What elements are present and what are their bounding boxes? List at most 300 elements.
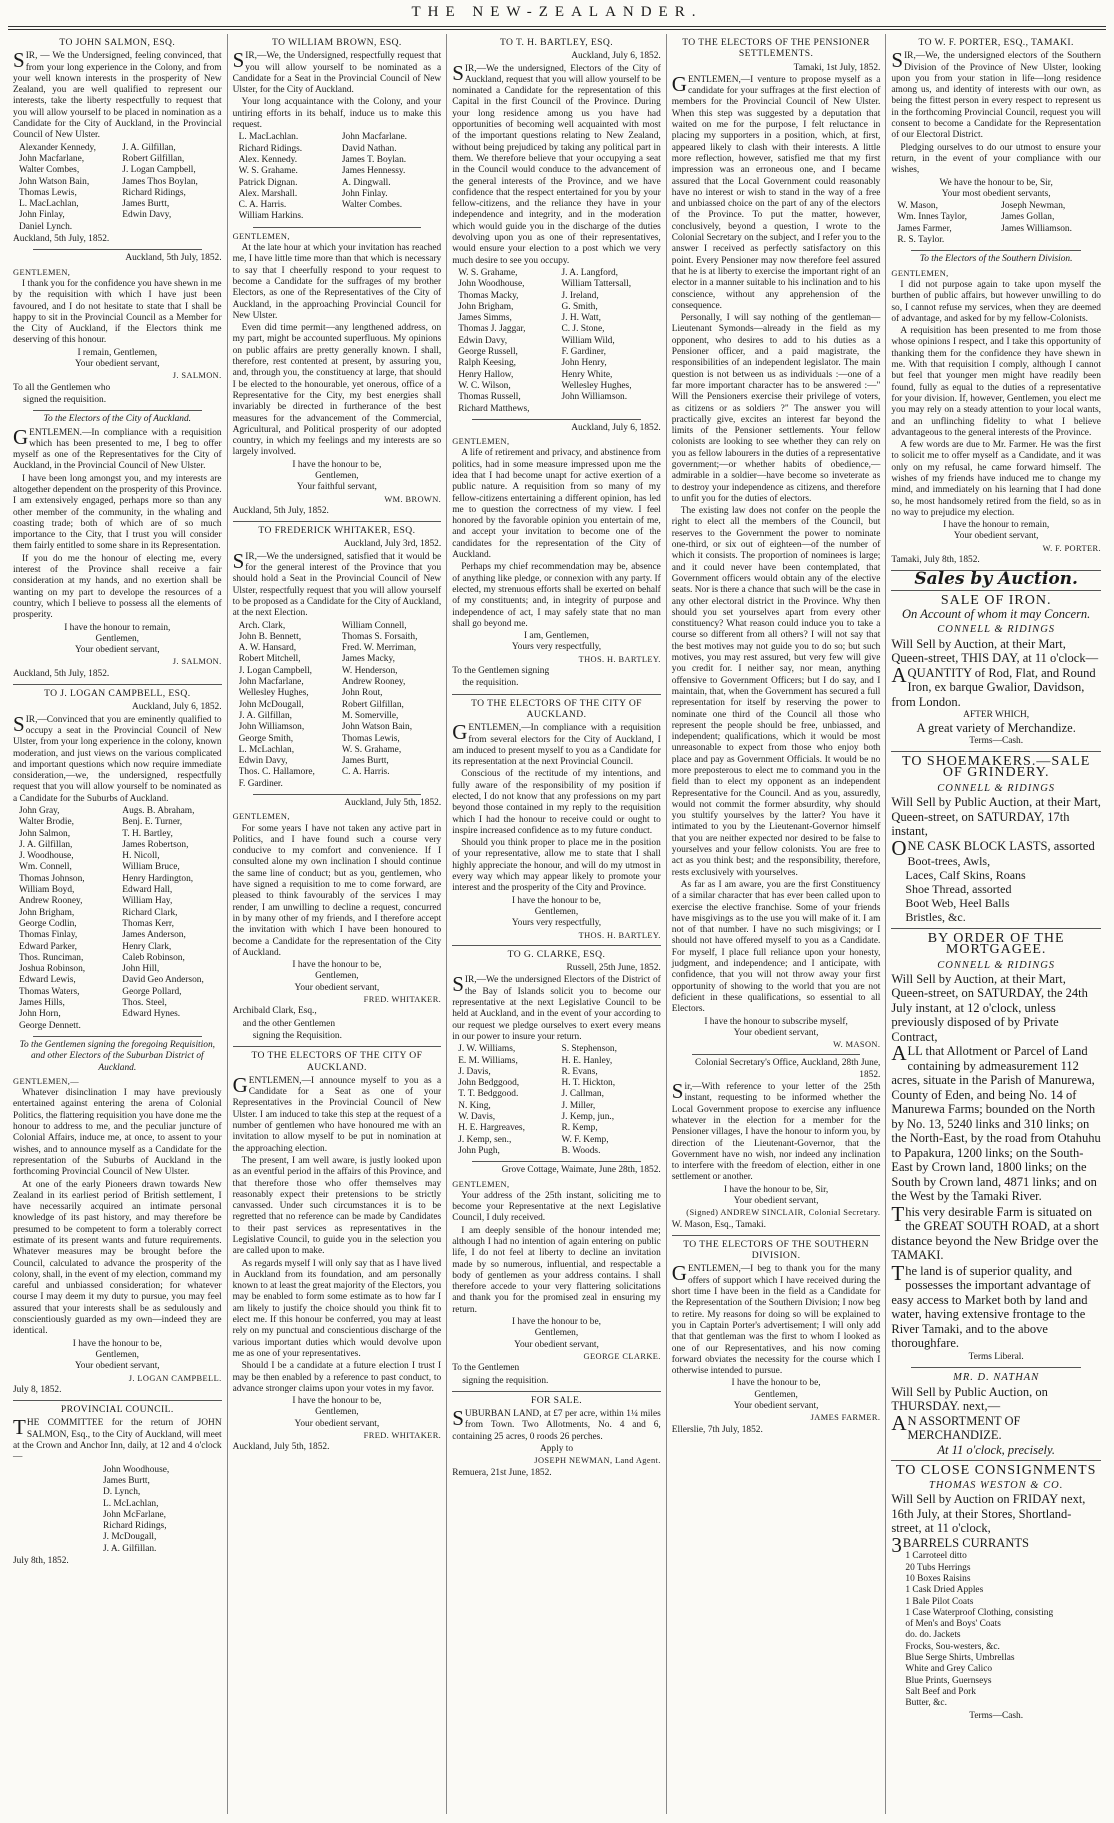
article-heading: TO G. CLARKE, ESQ. (507, 948, 606, 960)
signatory: Alexander Kennedy, (19, 142, 96, 153)
paragraph: SIR,—We the undersigned, Electors of the City of Auckland, request that you will allow yourself to be nominated a Candidate for the representation of this Capital in the first Council of the Province. During your long residence among us you have had opportunities of becoming well acquainted with most of the important questions relating to New Zealand, without being prejudiced by taking any political part in them. We therefore believe that your occupying a seat in the Council would conduce to the advancement of the general interests of the Province, and we have confidence that the respect entertained for you by your fellow-citizens, and the reliance they have in your independence and integrity, and in the moderation which would guide you in the discharge of the duties devolving upon you as one of their representatives, would ensure your election to a post which we very much desire to see you occupy. (452, 60, 661, 266)
notice-subheading: On Account of whom it may Concern. (902, 606, 1091, 621)
signatory: Edwin Davy, (122, 210, 172, 221)
paragraph: GENTLEMEN,—I venture to propose myself as a candidate for your suffrages at the first election of members for the Provincial Council of New Ulster. When this step was suggested by a deputation that waited on me for the purpose, I felt reluctance in placing my supporters in a position, which, at first, appeared likely to clash with their interests. A little more reflection, however, satisfied me that my first impression was an erroneous one, and I became assured that the Local Government could reasonably have no interest or wish to stand in the way of a free and unbiassed choice on the part of any of the electors of the Province. To put the matter, however, conclusively, beyond a question, I wrote to the Colonial Secretary on the subject, and I refer you to the answer I received as perfectly satisfactory on this point. Every Pensioner may now therefore feel assured that he is at liberty to exercise the important right of an elector in a manner suitable to his inclination and to his conscience, without any apprehension of the consequence. (671, 71, 881, 311)
signatory: T. T. Bedggood. (458, 1089, 519, 1100)
signatory: J. Woodhouse, (19, 851, 74, 862)
divider (452, 1391, 661, 1392)
signatory: M. Somerville, (341, 710, 399, 721)
signatory: F. Gardiner. (238, 778, 283, 789)
list-item: 10 Boxes Raisins (905, 1574, 971, 1584)
paragraph: GENTLEMEN.—In compliance with a requisition which has been presented to me, I beg to offer myself as one of the Representatives for the City of Auckland, in the Provincial Council of New Ulster. (13, 424, 222, 472)
paragraph: The present, I am well aware, is justly looked upon as an eventful period in the affairs of this Province, and that therefore those who offer themselves may reasonably expect their pretensions to be strictly canvassed. Under such circumstances it is to be regretted that no reference can be made by Candidates to their past services as representatives in the Legislative Council, to guide you in the selection you are called upon to make. (232, 1155, 442, 1257)
signature: J. SALMON. (172, 371, 222, 381)
dateline: Colonial Secretary's Office, Auckland, 28th June, 1852. (695, 1058, 881, 1080)
signatory: John Brigham, (19, 907, 75, 918)
signatory: W. C. Wilson, (458, 380, 511, 391)
signatory (1001, 235, 1101, 246)
dateline: Tamaki, 1st July, 1852. (793, 62, 881, 73)
closing-line: I have the honour to remain, (64, 622, 171, 633)
footer-date: Auckland, July 5th, 1852. (232, 1442, 330, 1453)
signatory: Thomas Waters, (19, 986, 80, 997)
signatory: Joshua Robinson, (19, 964, 86, 975)
addressee-line: W. Mason, Esq., Tamaki. (671, 1219, 766, 1230)
signatory: Henry White, (561, 369, 613, 380)
paragraph: A requisition has been presented to me from those whose opinions I respect, and I take this opportunity of thanking them for the confidence they have shewn in me. With that requisition I comply, although I cannot but feel that younger men might have readily been found, fully as equal to the duties of a representative for your division. If, however, Gentlemen, you elect me you may rely on a steady attention to your local wants, and an unflinching fidelity to what I believe advantageous to the general interests of the Province. (891, 326, 1101, 438)
dateline: Auckland, July 6, 1852. (132, 702, 222, 713)
paragraph: GENTLEMEN,—In compliance with a requisition from several electors for the City of Auckland, I am induced to present myself to you as a Candidate for its representation at the next Provincial Council. (452, 720, 661, 768)
columns (8, 34, 1106, 1814)
notice-text: A great variety of Merchandize. (916, 721, 1076, 736)
signatory: George Russell, (458, 347, 518, 358)
paragraph: I thank you for the confidence you have shewn in me by the requisition with which I have just been favoured, and I do not hesitate to state that I shall be happy to sit in the Provincial Council as a Member for the City of Auckland, if the Electors think me deserving of this honour. (13, 278, 222, 346)
signatory: J. A. Langford, (561, 267, 618, 278)
addressee-line: and the other Gentlemen (242, 1018, 336, 1029)
paragraph: GENTLEMEN,—I beg to thank you for the many offers of support which I have received during the short time I have been in the field as a Candidate for the Representation of the Southern Division; I now beg to retire. My reasons for doing so will be explained to you in Captain Porter's advertisement; I will only add that that gentleman was the first to whom I looked as one of our Representatives, and his now coming forward obviates the necessity for the course which I otherwise intended to pursue. (671, 1261, 881, 1377)
article-heading: TO W. F. PORTER, ESQ., TAMAKI. (918, 37, 1074, 48)
paragraph: Should I be a candidate at a future election I trust I may be then enabled by a reference to past conduct, to advance stronger claims upon your votes in my favor. (232, 1361, 442, 1394)
divider (891, 1460, 1101, 1461)
paragraph: I have been long amongst you, and my interests are altogether dependent on the prosperity of this Province. I am extensively engaged, perhaps more so than any other member of the community, in the whaling and coasting trade; both of which are of so much importance to the City, that I trust you will consider them fairly entitled to some share in its Representation. (13, 473, 222, 552)
signatory: John Watson Bain, (19, 176, 90, 187)
signatory: Thomas S. Forsaith, (341, 631, 418, 642)
signatory: Fred. W. Merriman, (341, 643, 417, 654)
signatory: H. Nicoll, (122, 851, 160, 862)
dateline: Auckland, July 5th, 1852. (344, 798, 442, 808)
signatory: Edward Hynes. (122, 1009, 181, 1020)
signatory: Thomas Lewis, (19, 187, 77, 198)
signatory (342, 779, 441, 790)
article-heading: PROVINCIAL COUNCIL. (60, 1404, 174, 1416)
article (233, 1050, 442, 1453)
dateline: Russell, 25th June, 1852. (566, 963, 661, 974)
divider (472, 1161, 641, 1162)
addressee-line: Archibald Clark, Esq., (232, 1006, 317, 1017)
paragraph: A few words are due to Mr. Farmer. He was the first to solicit me to offer myself as a Candidate, and it was only on my refusal, he came forward himself. The wishes of my friends have induced me to change my mind, and immediately on his learning that I had done so, he most handsomely retired from the field, so as in no way to prejudice my election. (891, 440, 1101, 518)
closing-line: I am, Gentlemen, (523, 631, 590, 642)
list-item: Boot-trees, Awls, (907, 854, 991, 869)
signature: FRED. WHITAKER. (363, 995, 442, 1005)
signatory: James Hennessy. (341, 166, 406, 177)
signature: THOS. H. BARTLEY. (578, 654, 661, 664)
closing-line: Gentlemen, (315, 470, 359, 481)
signatory: John Hill, (122, 964, 160, 975)
signatory: J. Ireland, (561, 290, 599, 301)
notice-text: 3BARRELS CURRANTS (891, 1532, 1029, 1557)
signatory: Thos. Steel, (122, 998, 167, 1009)
item-list (905, 854, 1101, 924)
signatory: John Watson Bain, (341, 722, 413, 733)
auctioneer-name: MR. D. NATHAN (953, 1372, 1040, 1384)
closing-line: I have the honour to be, (292, 960, 382, 971)
footer-date: Auckland, 5th July, 1852. (232, 505, 329, 516)
closing-line: Yours very respectfully, (511, 918, 602, 929)
signatory: L. McLachlan, (103, 1498, 159, 1509)
signatory: H. T. Hickton, (561, 1078, 616, 1089)
auction-notice (891, 756, 1101, 924)
signatory: James Farmer, (897, 223, 952, 234)
article-heading: TO THE ELECTORS OF THE CITY OF AUCKLAND. (251, 1050, 423, 1073)
dateline: Auckland, July 6, 1852. (571, 51, 661, 62)
notice-text: Will Sell by Auction, at their Mart, Queen-street, THIS DAY, at 11 o'clock— (891, 636, 1099, 666)
signatory: J. Miller, (561, 1100, 596, 1111)
divider (233, 1046, 442, 1047)
notice-text: The land is of superior quality, and possesses the important advantage of easy access to Market both by land and water, having extensive frontage to the River Tamaki, and to the above thoroughfare. (891, 1260, 1091, 1351)
article (452, 1165, 661, 1387)
signatory: B. Woods. (561, 1145, 601, 1156)
signatory: Robert Mitchell, (238, 654, 301, 665)
article (13, 253, 222, 406)
signatory: F. Gardiner, (561, 347, 606, 358)
paragraph: Even did time permit—any lengthened address, on my part, might be accounted superfluous. My opinions on public affairs are pretty generally known. I shall, therefore, rest contented at present, by assuring you, and, through you, the constituency at large, that should I be elected to the honourable, yet onerous, office of a Representative for the City, my best energies shall invariably be directed in furtherance of the best measures for the advancement of the Commercial, Agricultural, and Political prosperity of our adopted country, in which my feelings and my interests are so largely involved. (232, 323, 442, 458)
closing-line: Apply to (539, 1444, 574, 1455)
signatory: Henry Hardington, (122, 873, 194, 884)
signature: JOSEPH NEWMAN, Land Agent. (534, 1456, 661, 1466)
signatory: David Geo Anderson, (122, 975, 204, 986)
signatory: E. M. Williams, (458, 1055, 518, 1066)
signatory: J. Logan Campbell, (238, 665, 313, 676)
list-item: White and Grey Calico (905, 1664, 993, 1675)
article-heading: TO JOHN SALMON, ESQ. (59, 37, 176, 48)
paragraph: Perhaps my chief recommendation may be, absence of anything like pledge, or connexion with any party. If elected, my strenuous efforts shall be exerted on behalf of my constituents; and, in integrity of purpose and independence of act, I may safely state that no man shall go beyond me. (452, 562, 661, 629)
paragraph: Your address of the 25th instant, soliciting me to become your Representative at the next Legislative Council, I duly received. (452, 1190, 661, 1224)
signatory: D. Lynch, (103, 1487, 141, 1498)
signatory: John Macfarlane, (238, 677, 304, 688)
list-item: Blue Prints, Guernseys (905, 1675, 992, 1686)
signatory: John Horn, (19, 1009, 61, 1020)
salutation: GENTLEMEN, (232, 812, 290, 822)
article (13, 1404, 222, 1567)
paragraph: SIR,—We the undersigned Electors of the District of the Bay of Islands solicit you to become our representative at the next Legislative Council to be held at Auckland, and in the event of your according to our request we pledge ourselves to exert every means in our power to insure your return. (452, 972, 661, 1042)
article-heading: FOR SALE. (530, 1394, 582, 1406)
paragraph: Pledging ourselves to do our utmost to ensure your return, in the event of your compliance with our wishes, (891, 142, 1101, 176)
divider (911, 250, 1081, 251)
list-item: Blue Serge Shirts, Umbrellas (905, 1653, 1015, 1664)
notice-text: Will Sell by Public Auction, on THURSDAY. next,— (891, 1384, 1048, 1414)
dateline: Grove Cottage, Waimate, June 28th, 1852. (501, 1165, 661, 1176)
closing-line: I have the honour to subscribe myself, (704, 1016, 848, 1027)
signatory: Andrew Rooney, (19, 896, 83, 907)
closing-line: I have the honour to be, (292, 1396, 382, 1407)
signatory: Thomas Kerr, (122, 918, 174, 929)
signatory: William Hay, (122, 896, 173, 907)
article (452, 949, 661, 1157)
footer-date: July 8, 1852. (13, 1384, 62, 1395)
list-item: 1 Carroteel ditto (905, 1551, 967, 1562)
signatory: John McDougall, (238, 699, 304, 710)
closing-line: Your faithful servant, (296, 482, 377, 493)
signatory: Alex. Kennedy. (238, 154, 298, 165)
divider (891, 590, 1101, 591)
dateline: Auckland, July 6, 1852. (571, 422, 661, 433)
salutation: GENTLEMEN,— (13, 1076, 80, 1086)
signatory: R. Kemp, (561, 1123, 598, 1134)
divider (472, 419, 641, 420)
auction-notice (891, 592, 1101, 747)
divider (13, 1400, 222, 1401)
signatory: James Macky, (341, 654, 395, 665)
list-item: Laces, Calf Skins, Roans (905, 868, 1026, 883)
signatory: Thomas Finlay, (19, 930, 78, 941)
signatory: J. A. Gilfillan, (122, 142, 176, 153)
auctioneer-name: CONNELL & RIDINGS (937, 624, 1056, 636)
closing-line: Gentlemen, (95, 1349, 140, 1360)
signatory: John Rout, (341, 688, 383, 699)
closing-line: Your obedient servant, (74, 359, 160, 370)
divider (891, 751, 1101, 752)
signatory: J. Davis, (458, 1066, 491, 1077)
divider (452, 945, 661, 946)
paragraph: GENTLEMEN,—I announce myself to you as a Candidate for a Seat as one of your Representatives in the Provincial Council of New Ulster. I am induced to take this step at the request of a number of gentlemen who have honoured me with an invitation to allow myself to be put in nomination at the approaching election. (232, 1072, 442, 1154)
signatory: George Dennett. (19, 1020, 81, 1031)
article-intro: To the Electors of the Southern Division. (919, 254, 1073, 265)
auction-notice (891, 933, 1101, 1363)
signatory: James Burtt, (103, 1475, 150, 1486)
paragraph: SIR, — We the Undersigned, feeling convinced, that from your long experience in the Colony, and from your well known interests in the prosperity of New Zealand, you are well qualified to represent our interests, take the liberty respectfully to request that you will allow yourself to be placed in nomination as a Candidate for the City of Auckland, in the Provincial Council of New Ulster. (13, 48, 222, 141)
divider (692, 1054, 861, 1055)
signatory: Edward Lewis, (19, 975, 76, 986)
signatory (122, 1021, 221, 1032)
dateline: Auckland, 5th July, 1852. (125, 253, 222, 264)
masthead-rule (8, 26, 1106, 27)
divider (452, 694, 661, 695)
signatory: J. H. Watt, (561, 313, 601, 324)
paragraph: I am deeply sensible of the honour intended me; although I had no intention of again entering on public life, I do not feel at liberty to decline an invitation made by so numerous, influential, and respectable a body of gentlemen as your address contains. I shall therefore accede to your very flattering solicitations and thank you for the promised zeal in ensuring my return. (452, 1225, 661, 1315)
signatory: J. Callman, (561, 1089, 604, 1100)
signatory: John Henry, (561, 358, 607, 369)
signatory: James Robertson, (122, 839, 189, 850)
signatory: L. MacLachlan, (19, 199, 79, 210)
signatory (342, 211, 441, 222)
signatory: John Macfarlane, (19, 153, 85, 164)
footer-date: Tamaki, July 8th, 1852. (891, 555, 980, 566)
paragraph: Conscious of the rectitude of my intentions, and fully aware of the responsibility of my position if elected, I do not know that any professions on my part beyond those contained in my reply to the requisition which I had the honour to receive could or ought to inspire increased confidence as to my future conduct. (452, 769, 661, 836)
notice-terms: Terms—Cash. (969, 1710, 1024, 1721)
signatory: John Brigham, (458, 301, 514, 312)
signatory: J. A. Gilfillan, (238, 710, 292, 721)
signature: W. F. PORTER. (1042, 543, 1101, 553)
signatory: H. E. Hanley, (561, 1055, 613, 1066)
signatory: John Woodhouse, (458, 279, 525, 290)
article-heading: TO J. LOGAN CAMPBELL, ESQ. (44, 688, 191, 700)
divider (672, 1235, 881, 1236)
notice-text: AFTER WHICH, (963, 710, 1030, 721)
signatory: John Gray, (19, 806, 60, 816)
addressee-line: signed the requisition. (23, 394, 107, 405)
signatory: Edwin Davy, (458, 335, 508, 346)
signatory: Henry Clark, (122, 941, 172, 952)
salutation: GENTLEMEN, (891, 268, 949, 278)
signatory: James Gollan, (1001, 212, 1055, 223)
signatory: Caleb Robinson, (122, 952, 185, 963)
signatory-list (458, 1044, 661, 1157)
masthead-rule (8, 29, 1106, 30)
notice-text: AN ASSORTMENT OF MERCHANDIZE. (891, 1410, 1021, 1443)
signature: THOS. H. BARTLEY. (578, 930, 661, 940)
signatory: Richard Matthews, (458, 403, 530, 414)
closing-line: Gentlemen, (95, 633, 140, 644)
signatory: G. Smith, (561, 301, 598, 312)
signatory: Robert Gilfillan, (341, 699, 404, 710)
list-item: Boot Web, Heel Balls (905, 896, 1010, 911)
notice-terms: Terms Liberal. (968, 1351, 1024, 1362)
article (452, 423, 661, 690)
addressee-line: To the Gentlemen (452, 1363, 520, 1374)
article-heading: TO T. H. BARTLEY, ESQ. (499, 37, 614, 48)
notice-text: ONE CASK BLOCK LASTS, assorted (891, 835, 1095, 860)
signatory: Ralph Keesing, (458, 358, 516, 369)
signatory-list (458, 268, 661, 415)
signatory: J. McDougall, (103, 1532, 157, 1543)
paragraph: As regards myself I will only say that as I have lived in Auckland from its foundation, and am personally known to at least the great majority of the Electors, you may be enabled to form some estimate as to how far I am likely to justify the choice should you think fit to elect me. If this honour be conferred, you may at least rely on my punctual and conscientious discharge of the various important duties which would devolve upon me as one of your representatives. (232, 1258, 442, 1359)
notice-heading: TO CLOSE CONSIGNMENTS (895, 1462, 1097, 1478)
list-item: Salt Beef and Pork (905, 1686, 976, 1697)
closing-line: I remain, Gentlemen, (77, 347, 158, 358)
closing-line: I have the honour to remain, (943, 520, 1050, 531)
column-1 (8, 34, 228, 1814)
closing-line: Gentlemen, (315, 971, 359, 982)
signatory: Thos. Runciman, (19, 952, 84, 963)
signatory: William Bruce, (122, 862, 180, 873)
footer-date: July 8th, 1852. (13, 1556, 69, 1566)
signatory: Henry Hallow, (458, 369, 514, 380)
masthead: THE NEW-ZEALANDER. (411, 4, 703, 20)
signatory: Edwin Davy, (238, 756, 288, 767)
paragraph: SIR,—Convinced that you are eminently qualified to occupy a seat in the Provincial Council of New Ulster, from your long experience in the colony, known moderation, and just views on the various complicated and important questions which now require immediate consideration,—we, the undersigned, respectfully request that you will allow yourself to be nominated as a Candidate for the Suburbs of Auckland. (13, 711, 222, 804)
notice-text: AQUANTITY of Rod, Flat, and Round Iron, ex barque Gwalior, Davidson, from London. (891, 662, 1096, 709)
signatory: Wm. Innes Taylor, (897, 212, 967, 223)
signatory: William Tattersall, (561, 279, 632, 290)
footer-date: Auckland, 5th July, 1852. (13, 668, 110, 679)
signatory-list (19, 806, 222, 1032)
signatory: H. E. Hargreaves, (458, 1123, 525, 1134)
article (233, 37, 442, 223)
signatory: John Macfarlane. (341, 132, 407, 143)
signatory: A. Dingwall. (341, 177, 391, 188)
dateline: Auckland, July 3rd, 1852. (343, 539, 442, 550)
divider (253, 794, 422, 795)
article (233, 798, 442, 1042)
signatory: J. A. Gilfillan. (103, 1543, 157, 1554)
signatory-list (239, 621, 442, 790)
signatory: Wellesley Hughes, (238, 688, 309, 699)
signatory: W. S. Grahame, (458, 267, 518, 278)
signatory: J. W. Williams, (458, 1044, 516, 1055)
signatory: W. Henderson, (341, 665, 398, 676)
signatory: Edward Parker, (19, 941, 77, 952)
addressee-line: To all the Gentlemen who (13, 382, 111, 393)
article-heading: TO THE ELECTORS OF THE PENSIONER SETTLEMENTS. (682, 37, 870, 60)
signatory: John Salmon, (19, 828, 71, 839)
article (233, 525, 442, 790)
paragraph: THE COMMITTEE for the return of JOHN SALMON, Esq., to the City of Auckland, will meet at the Crown and Anchor Inn, daily, at 12 and 4 o'clock— (13, 1415, 222, 1463)
article-heading: TO WILLIAM BROWN, ESQ. (272, 37, 402, 48)
signatory: C. J. Stone, (561, 324, 605, 335)
signatory-list (239, 132, 442, 222)
list-item: 1 Cask Dried Apples (905, 1585, 984, 1596)
closing-line: I have the honour to be, (72, 1338, 162, 1349)
signatory: Thomas Lewis, (341, 733, 400, 744)
section-heading: Sales by Auction. (914, 569, 1078, 590)
article (672, 1239, 881, 1436)
signatory: Thomas Johnson, (19, 873, 85, 884)
paragraph: Whatever disinclination I may have previously entertained against entering the arena of Colonial Politics, the flattering requisition you have done me the honour to address to me, and the peculiar juncture of Colonial Affairs, induce me, at once, to assent to your wishes, and to announce myself as a Candidate for the representation of the Suburbs of Auckland in the forthcoming Provincial Council of New Ulster. (13, 1088, 222, 1178)
article (13, 1040, 222, 1396)
signatory: James Anderson, (122, 930, 186, 941)
signatory: W. S. Grahame, (341, 744, 402, 755)
closing-line: Gentlemen, (534, 1328, 579, 1339)
closing-line: I have the honour to be, (511, 1317, 601, 1328)
list-item: of Men's and Boys' Coats (905, 1619, 1001, 1630)
notice-heading: TO SHOEMAKERS.—SALE OF GRINDERY. (902, 754, 1091, 781)
signatory: William Wild, (561, 335, 615, 346)
signatory: Richard Ridings, (103, 1521, 167, 1532)
signatory: T. H. Bartley, (122, 828, 173, 839)
divider (911, 1367, 1081, 1368)
signatory: John B. Bennett, (238, 631, 302, 642)
closing-line: Your obedient servant, (733, 1401, 819, 1412)
list-item: do. do. Jackets (905, 1630, 961, 1641)
signatory: Walter Combes. (341, 200, 403, 211)
paragraph: Your long acquaintance with the Colony, and your untiring efforts in its behalf, induce us to make this request. (232, 97, 442, 131)
signatory: George Pollard, (122, 986, 182, 997)
divider (33, 410, 202, 411)
divider (33, 249, 202, 250)
signatory: Wellesley Hughes, (561, 380, 632, 391)
closing-line: We have the honour to be, Sir, (939, 177, 1053, 188)
closing-line: Your obedient servant, (733, 1195, 819, 1206)
signatory: Joseph Newman, (1001, 201, 1066, 212)
article (672, 37, 881, 1050)
divider (253, 227, 422, 228)
signatory: W. Davis, (458, 1112, 496, 1123)
salutation: GENTLEMEN, (13, 267, 71, 277)
list-item: 20 Tubs Herrings (905, 1562, 971, 1573)
closing-line: Your obedient servant, (74, 1361, 160, 1372)
article-intro: To the Gentlemen signing the foregoing Requisition, and other Electors of the Suburban District of Auckland. (19, 1039, 215, 1073)
notice-heading: BY ORDER OF THE MORTGAGEE. (927, 931, 1065, 958)
addressee-line: signing the Requisition. (252, 1030, 342, 1041)
signatory: Wm. Connell, (19, 862, 72, 873)
signatory: Robert Gilfillan, (122, 153, 185, 164)
column-4 (667, 34, 887, 1814)
signatory: James T. Boylan. (341, 154, 407, 165)
signatory: William Connell, (341, 620, 407, 631)
list-item: Frocks, Sou-westers, &c. (905, 1641, 1000, 1652)
auctioneer-name: CONNELL & RIDINGS (937, 959, 1056, 971)
footer-date: Ellerslie, 7th July, 1852. (671, 1424, 763, 1435)
signatory: J. A. Gilfillan, (19, 839, 73, 850)
signatory: Thomas Macky, (458, 290, 519, 301)
article (452, 698, 661, 941)
divider (233, 521, 442, 522)
paragraph: At the late hour at which your invitation has reached me, I have little time more than that which is necessary to say that I cheerfully respond to your request to become a Candidate for the suffrages of my brother Electors, as one of the Representatives of the City of Auckland, in the approaching Provincial Council for New Ulster. (232, 243, 442, 321)
article-heading: TO THE ELECTORS OF THE CITY OF AUCKLAND. (471, 697, 642, 720)
signatory: C. A. Harris. (238, 200, 287, 211)
divider (33, 1036, 202, 1037)
signatory: R. Evans, (561, 1066, 598, 1077)
signature: (Signed) ANDREW SINCLAIR, Colonial Secretary. (686, 1208, 881, 1218)
notice-terms: Terms—Cash. (969, 735, 1024, 746)
closing-line: Your most obedient servants, (941, 188, 1051, 199)
signatory: William Harkins. (238, 211, 304, 222)
paragraph: A life of retirement and privacy, and abstinence from politics, had in some measure impressed upon me the idea that I had become unapt for active exertion of a public nature. A requisition from so many of my fellow-citizens entertaining a different opinion, has led me to question the correctness of my view. I feel honored by the favorable opinion you entertain of me, and accept your invitation to become one of the candidates for the representation of the City of Auckland. (452, 448, 661, 561)
signatory: James Williamson. (1001, 223, 1072, 234)
signatory: David Nathan. (341, 143, 397, 154)
column-2 (228, 34, 448, 1814)
addressee-line: signing the requisition. (462, 1375, 549, 1386)
article (452, 37, 661, 415)
